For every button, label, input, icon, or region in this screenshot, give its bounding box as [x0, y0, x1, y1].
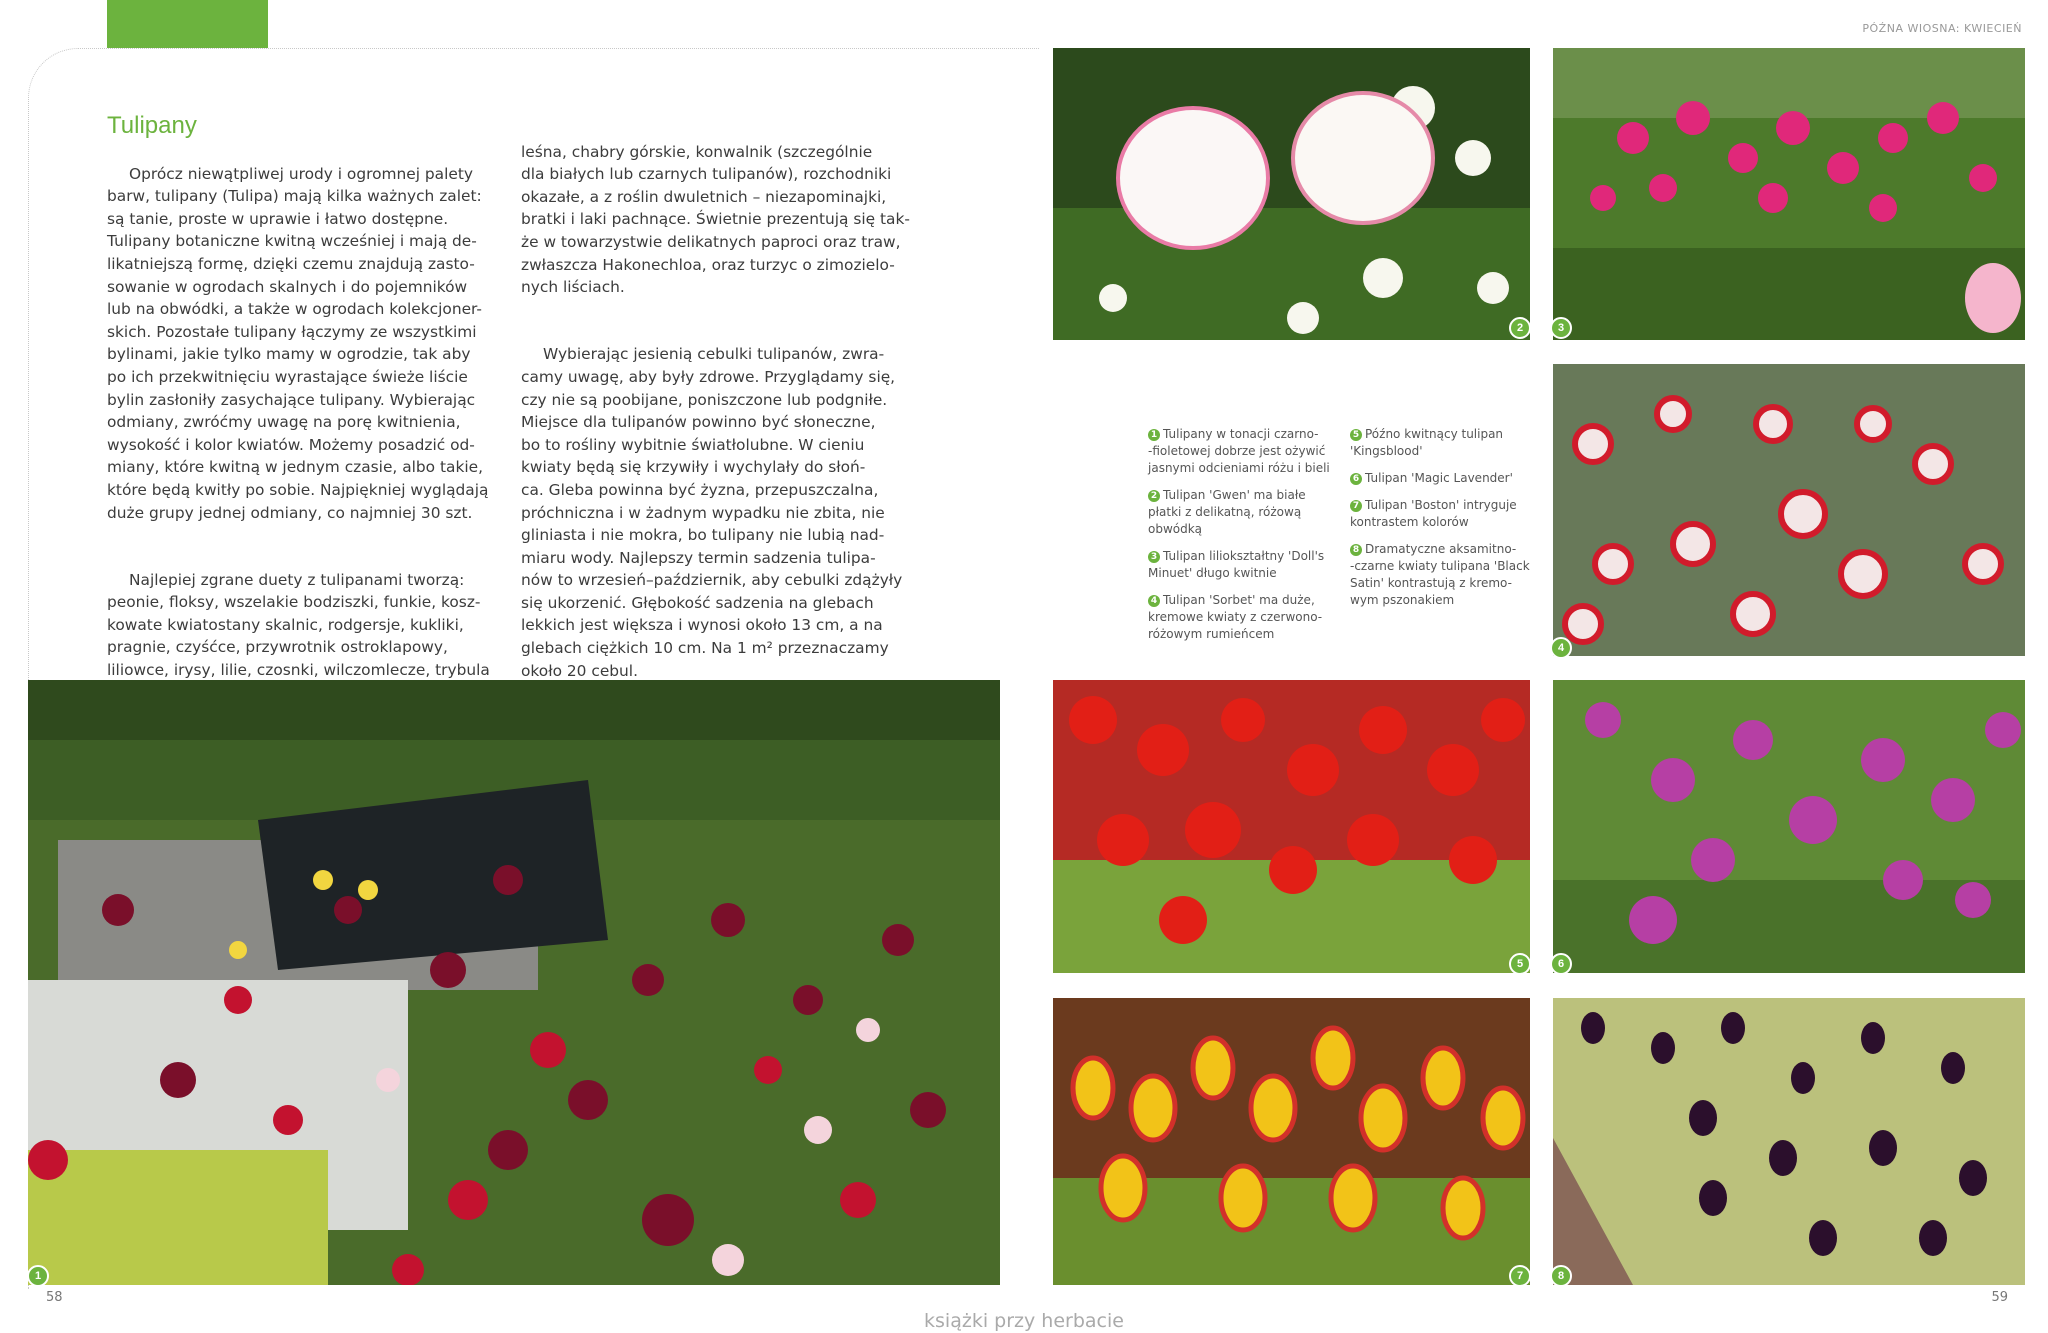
col1-paragraph-1: Oprócz niewątpliwej urody i ogromnej palety barw, tulipany (Tulipa) mają kilka ważnych zalet: są tanie, proste w uprawie i łatwo dostępne. Tulipany botaniczne kwitną wcześniej i mają de- likatniejszą formę, dzięki czemu znajdują zasto- sowanie w ogrodach skalnych i do pojemników lub na obwódki, a także w ogrodach kolekcjoner- skich. Pozostałe tulipany łączymy ze wszystkimi bylinami, jakie tylko mamy w ogrodzie, tak aby po ich przekwitnięciu wyrastające świeże liście bylin zasłoniły zasychające tulipany. Wybierając odmiany, zwróćmy uwagę na porę kwitnienia, wysokość i kolor kwiatów. Możemy posadzić od- miany, które kwitną w jednym czasie, albo takie, które będą kwitły po sobie. Najpiękniej wyglądają duże grupy jednej odmiany, co najmniej 30 szt.	[107, 164, 489, 522]
photo-black-tulips	[1553, 998, 2025, 1285]
photo-number-badge: 1	[27, 1265, 49, 1287]
caption-item: 5 Późno kwitnący tulipan 'Kingsblood'	[1350, 427, 1504, 458]
text-column-2	[521, 118, 921, 705]
text-column-1	[107, 140, 497, 704]
photo-number-badge: 3	[1550, 317, 1572, 339]
photo-number-badge: 7	[1509, 1265, 1531, 1287]
section-title: PÓŹNA WIOSNA: KWIECIEŃ	[1862, 22, 2022, 35]
caption-list-left	[1148, 426, 1338, 653]
caption-item: 7 Tulipan 'Boston' intryguje kontrastem kolorów	[1350, 498, 1517, 529]
col2-paragraph-1: leśna, chabry górskie, konwalnik (szczególnie dla białych lub czarnych tulipanów), rozchodniki okazałe, a z roślin dwuletnich – niezapominajki, bratki i laki pachnące. Świetnie prezentują się tak- że w towarzystwie delikatnych paproci oraz traw, zwłaszcza Hakonechloa, oraz turzyc o zimozielo- nych liściach.	[521, 142, 910, 297]
photo-number-badge: 5	[1509, 953, 1531, 975]
col1-paragraph-2: Najlepiej zgrane duety z tulipanami tworzą: peonie, floksy, wszelakie bodziszki, funkie, kosz- kowate kwiatostany skalnic, rodgersje, kukliki, pragnie, czyśćce, przywrotnik ostroklapowy, liliowce, irysy, lilie, czosnki, wilczomlecze, trybula	[107, 570, 490, 680]
caption-item: 1 Tulipany w tonacji czarno- -fioletowej dobrze jest ożywić jasnymi odcieniami różu i bieli	[1148, 427, 1330, 475]
caption-item: 3 Tulipan liliokształtny 'Doll's Minuet' długo kwitnie	[1148, 549, 1325, 580]
photo-pink-lily-tulips	[1553, 48, 2025, 340]
caption-item: 2 Tulipan 'Gwen' ma białe płatki z delikatną, różową obwódką	[1148, 488, 1306, 536]
caption-item: 8 Dramatyczne aksamitno- -czarne kwiaty tulipana 'Black Satin' kontrastują z kremo- wym pszonakiem	[1350, 542, 1530, 607]
photo-red-tulips	[1053, 680, 1530, 973]
caption-item: 4 Tulipan 'Sorbet' ma duże, kremowe kwiaty z czerwono- różowym rumieńcem	[1148, 593, 1323, 641]
page-number-right: 59	[1991, 1290, 2008, 1305]
footer-watermark: książki przy herbacie	[924, 1310, 1124, 1332]
photo-garden-dark-tulips	[28, 680, 1000, 1285]
photo-red-white-tulips	[1553, 364, 2025, 656]
photo-number-badge: 4	[1550, 637, 1572, 659]
photo-yellow-red-tulips	[1053, 998, 1530, 1285]
article-title: Tulipany	[107, 112, 197, 139]
photo-number-badge: 6	[1550, 953, 1572, 975]
caption-item: 6 Tulipan 'Magic Lavender'	[1350, 470, 1530, 487]
photo-purple-tulips	[1553, 680, 2025, 973]
photo-number-badge: 2	[1509, 317, 1531, 339]
photo-white-pink-tulips	[1053, 48, 1530, 340]
col2-paragraph-2: Wybierając jesienią cebulki tulipanów, zwra- camy uwagę, aby były zdrowe. Przyglądamy się, czy nie są poobijane, poniszczone lub podgniłe. Miejsce dla tulipanów powinno być słoneczne, bo to rośliny wybitnie światłolubne. W cieniu kwiaty będą się krzywiły i wychylały do słoń- ca. Gleba powinna być żyzna, przepuszczalna, próchniczna i w żadnym wypadku nie zbita, nie gliniasta i nie mokra, bo tulipany nie lubią nad- miaru wody. Najlepszy termin sadzenia tulipa- nów to wrzesień–październik, aby cebulki zdążyły się ukorzenić. Głębokość sadzenia na glebach lekkich jest większa i wynosi około 13 cm, a na glebach ciężkich 10 cm. Na 1 m² przeznaczamy około 20 cebul.	[521, 345, 903, 680]
caption-list-right	[1350, 426, 1530, 619]
section-color-tab	[107, 0, 268, 48]
page-number-left: 58	[46, 1290, 63, 1305]
photo-number-badge: 8	[1550, 1265, 1572, 1287]
